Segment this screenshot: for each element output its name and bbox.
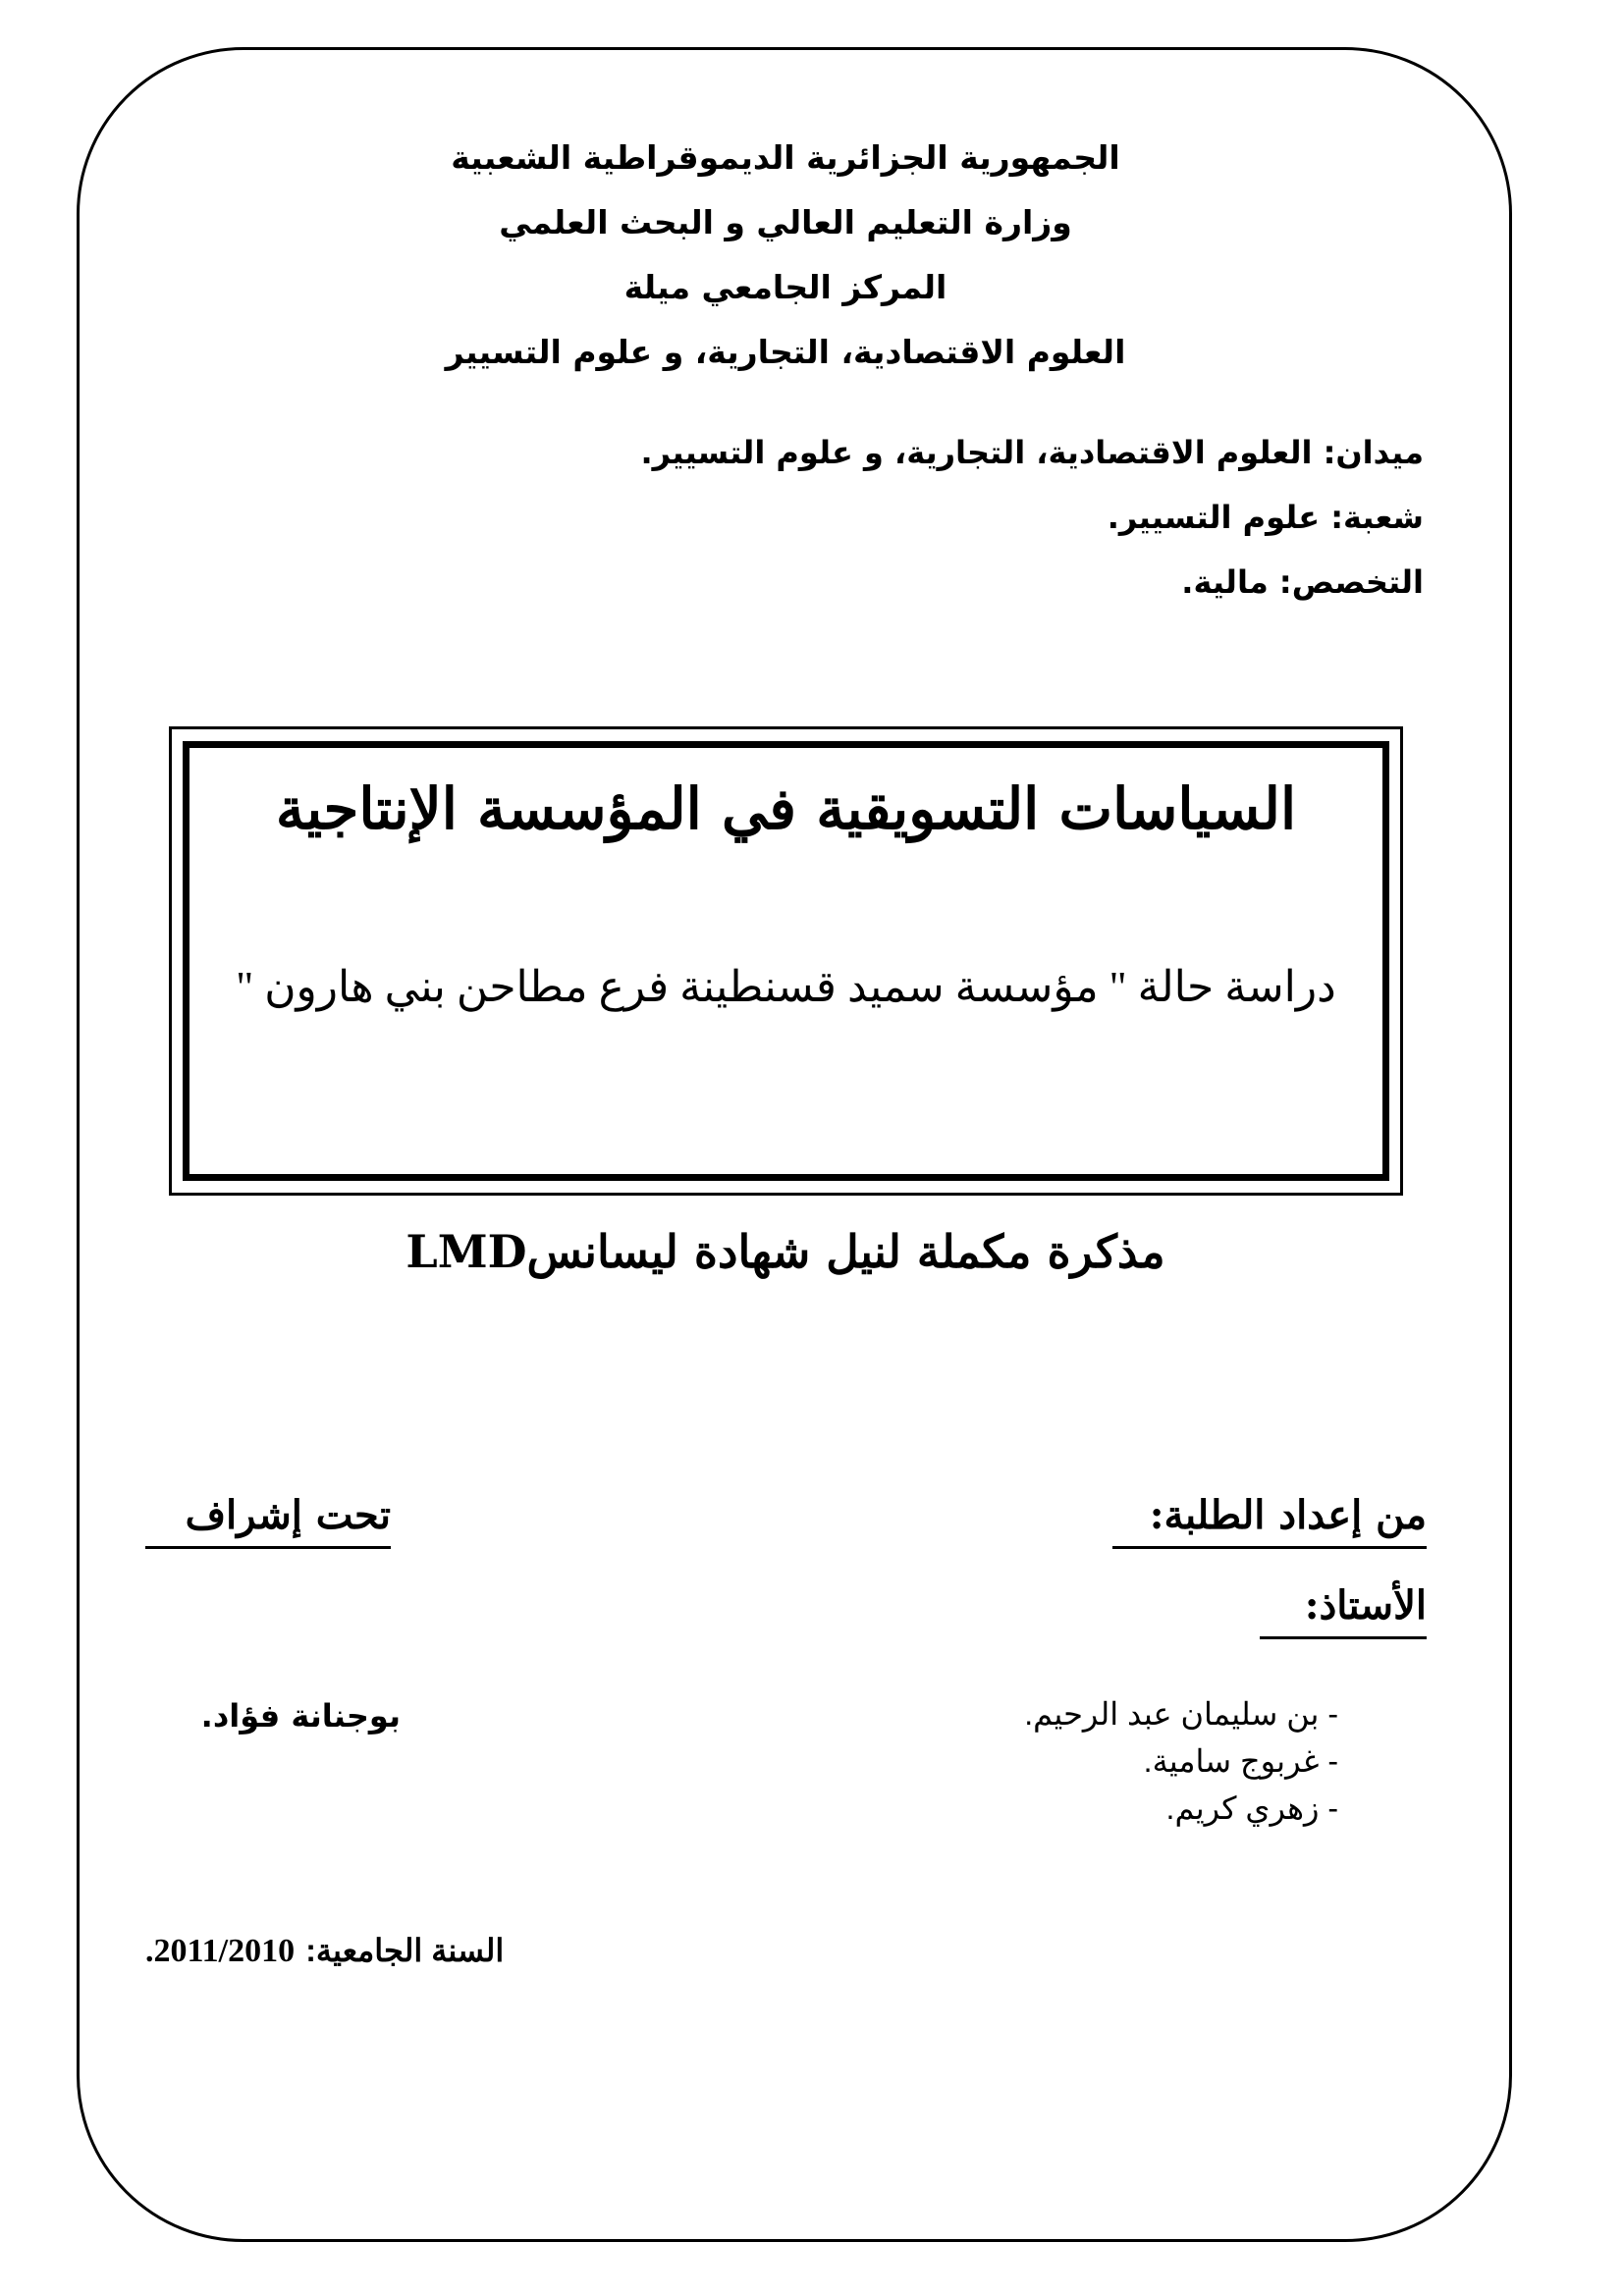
professor-label: الأستاذ: [1260,1582,1427,1639]
branch-line: شعبة: علوم التسيير. [1107,499,1424,536]
supervision-label: تحت إشراف [145,1492,391,1549]
domain-line: ميدان: العلوم الاقتصادية، التجارية، و علوم التسيير. [640,434,1424,471]
student-name: - غربوج سامية. [1143,1743,1338,1779]
academic-year-label: السنة الجامعية: [305,1933,505,1968]
student-names-list [749,1690,1338,1832]
prepared-by-label: من إعداد الطلبة: [1112,1492,1427,1549]
faculty-line: العلوم الاقتصادية، التجارية، و علوم التسيير [445,333,1126,371]
academic-year [145,1932,656,1970]
republic-line: الجمهورية الجزائرية الديموقراطية الشعبية [451,138,1120,177]
student-name: - زهري كريم. [1165,1790,1338,1826]
specialty-line: التخصص: مالية. [1181,563,1424,601]
institution-header [295,126,1276,385]
memo-degree-line: مذكرة مكملة لنيل شهادة ليسانسLMD [406,1225,1165,1278]
student-name: - بن سليمان عبد الرحيم. [1024,1696,1338,1732]
thesis-title: السياسات التسويقية في المؤسسة الإنتاجية [275,775,1297,842]
case-study-subtitle: دراسة حالة " مؤسسة سميد قسنطينة فرع مطاحن بني هارون " [236,963,1336,1011]
university-center-line: المركز الجامعي ميلة [623,268,947,306]
study-field-block [442,420,1424,614]
academic-year-value: 2011/2010. [145,1933,296,1969]
ministry-line: وزارة التعليم العالي و البحث العلمي [499,203,1072,241]
supervisor-name: بوجنانة فؤاد. [200,1697,401,1735]
